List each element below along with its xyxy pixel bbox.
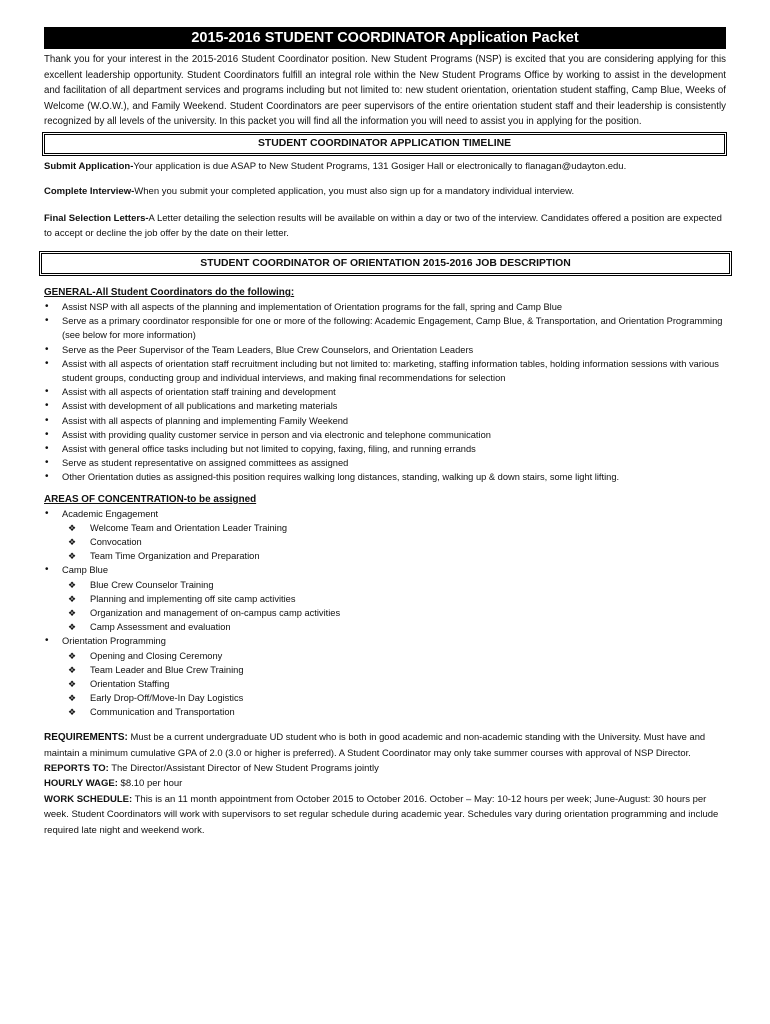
requirements-text: Must be a current undergraduate UD student who is both in good academic and non-academic standing with the University. Must have and maintain a minimum cumulative GPA of 2.0 (3.0 or higher is preferred). A Student Coordinator may only take summer courses with approval of NSP Director. xyxy=(44,730,706,759)
area-orientation-programming xyxy=(44,634,726,648)
general-heading: GENERAL-All Student Coordinators do the following: xyxy=(44,286,295,298)
areas-list xyxy=(44,507,726,521)
area-name: Orientation Programming xyxy=(62,636,166,647)
list-item: ❖ Camp Assessment and evaluation xyxy=(44,620,726,634)
list-item: • Serve as the Peer Supervisor of the Team Leaders, Blue Crew Counselors, and Orientation Leaders xyxy=(44,343,726,357)
timeline-label: Complete Interview- xyxy=(44,186,135,198)
list-item: ❖ Opening and Closing Ceremony xyxy=(44,649,726,663)
area-name: Camp Blue xyxy=(62,565,108,576)
general-duties-list xyxy=(44,300,726,485)
list-item: ❖ Communication and Transportation xyxy=(44,705,726,719)
list-item: • Other Orientation duties as assigned-this position requires walking long distances, standing, walking up & down stairs, some light lifting. xyxy=(44,470,726,484)
timeline-item-submit xyxy=(44,159,726,175)
area-camp-blue xyxy=(44,563,726,577)
document-page xyxy=(44,27,726,838)
hourly-wage-label: HOURLY WAGE: xyxy=(44,778,118,790)
list-item: ❖ Welcome Team and Orientation Leader Training xyxy=(44,521,726,535)
list-item: ❖ Blue Crew Counselor Training xyxy=(44,578,726,592)
requirements-label: REQUIREMENTS: xyxy=(44,731,128,743)
reports-to-label: REPORTS TO: xyxy=(44,762,109,774)
areas-heading: AREAS OF CONCENTRATION-to be assigned xyxy=(44,493,257,505)
work-schedule-text: This is an 11 month appointment from October 2015 to October 2016. October – May: 10-12 hours per week; June-August: 30 hours per week. Student Coordinators will work with supervisors to set regular schedule during academic year. Schedules vary during orientation programming and include required late night and weekend work. xyxy=(44,793,719,836)
intro-paragraph: Thank you for your interest in the 2015-2016 Student Coordinator position. New Student Programs (NSP) is excited that you are considering applying for this excellent leadership opportunity. Student Coordinators fulfill an integral role within the New Student Programs Office by working to assist in the development and facilitation of all department services and programs including but not limited to: new student orientation, orientation student staffing, Camp Blue, Weeks of Welcome (W.O.W.), and Family Weekend. Student Coordinators are peer supervisors of the entire orientation student staff and their leadership is consistently recognized by all levels of the university. In this packet you will find all the information you will need to assist you in applying for the position. xyxy=(44,54,726,128)
list-item: ❖ Planning and implementing off site camp activities xyxy=(44,592,726,606)
area-name: Academic Engagement xyxy=(62,508,159,519)
area-sub-list xyxy=(44,649,726,720)
hourly-wage-text: $8.10 per hour xyxy=(120,778,183,790)
areas-list xyxy=(44,634,726,648)
timeline-item-interview xyxy=(44,184,726,200)
timeline-text: Your application is due ASAP to New Student Programs, 131 Gosiger Hall or electronically to flanagan@udayton.edu. xyxy=(133,160,627,172)
list-item: • Assist with all aspects of orientation staff training and development xyxy=(44,385,726,399)
timeline-label: Submit Application- xyxy=(44,160,134,172)
page-title: 2015-2016 STUDENT COORDINATOR Application Packet xyxy=(44,27,726,49)
timeline-text: When you submit your completed application, you must also sign up for a mandatory individual interview. xyxy=(134,186,575,198)
list-item: ❖ Early Drop-Off/Move-In Day Logistics xyxy=(44,691,726,705)
list-item: ❖ Convocation xyxy=(44,535,726,549)
list-item: ❖ Orientation Staffing xyxy=(44,677,726,691)
hourly-wage xyxy=(44,776,726,792)
area-sub-list xyxy=(44,521,726,564)
area-sub-list xyxy=(44,578,726,635)
reports-to-text: The Director/Assistant Director of New Student Programs jointly xyxy=(111,762,379,774)
list-item: • Assist with providing quality customer service in person and via electronic and telephone communication xyxy=(44,428,726,442)
work-schedule-label: WORK SCHEDULE: xyxy=(44,793,133,805)
job-description-heading: STUDENT COORDINATOR OF ORIENTATION 2015-2016 JOB DESCRIPTION xyxy=(39,251,732,276)
timeline-label: Final Selection Letters- xyxy=(44,212,149,224)
work-schedule xyxy=(44,792,726,839)
list-item: • Assist with development of all publications and marketing materials xyxy=(44,399,726,413)
list-item: ❖ Organization and management of on-campus camp activities xyxy=(44,606,726,620)
list-item: • Assist NSP with all aspects of the planning and implementation of Orientation programs for the fall, spring and Camp Blue xyxy=(44,300,726,314)
requirements xyxy=(44,729,726,761)
reports-to xyxy=(44,761,726,777)
area-academic-engagement xyxy=(44,507,726,521)
areas-list xyxy=(44,563,726,577)
list-item: • Serve as student representative on assigned committees as assigned xyxy=(44,456,726,470)
list-item: • Serve as a primary coordinator responsible for one or more of the following: Academic Engagement, Camp Blue, & Transportation, and Orientation Programming (see below for more information) xyxy=(44,314,726,342)
timeline-heading: STUDENT COORDINATOR APPLICATION TIMELINE xyxy=(42,132,727,156)
list-item: • Assist with general office tasks including but not limited to copying, faxing, filing, and running errands xyxy=(44,442,726,456)
list-item: • Assist with all aspects of orientation staff recruitment including but not limited to: marketing, staffing information tables, holding information sessions with various student groups, conducting group and individual interviews, and making final recommendations for selection xyxy=(44,357,726,385)
list-item: ❖ Team Leader and Blue Crew Training xyxy=(44,663,726,677)
timeline-text: A Letter detailing the selection results will be available on within a day or two of the interview. Candidates offered a position are expected to accept or decline the job offer by the date on their letter. xyxy=(44,212,722,240)
timeline-item-final-letters xyxy=(44,211,726,242)
list-item: • Assist with all aspects of planning and implementing Family Weekend xyxy=(44,414,726,428)
list-item: ❖ Team Time Organization and Preparation xyxy=(44,549,726,563)
